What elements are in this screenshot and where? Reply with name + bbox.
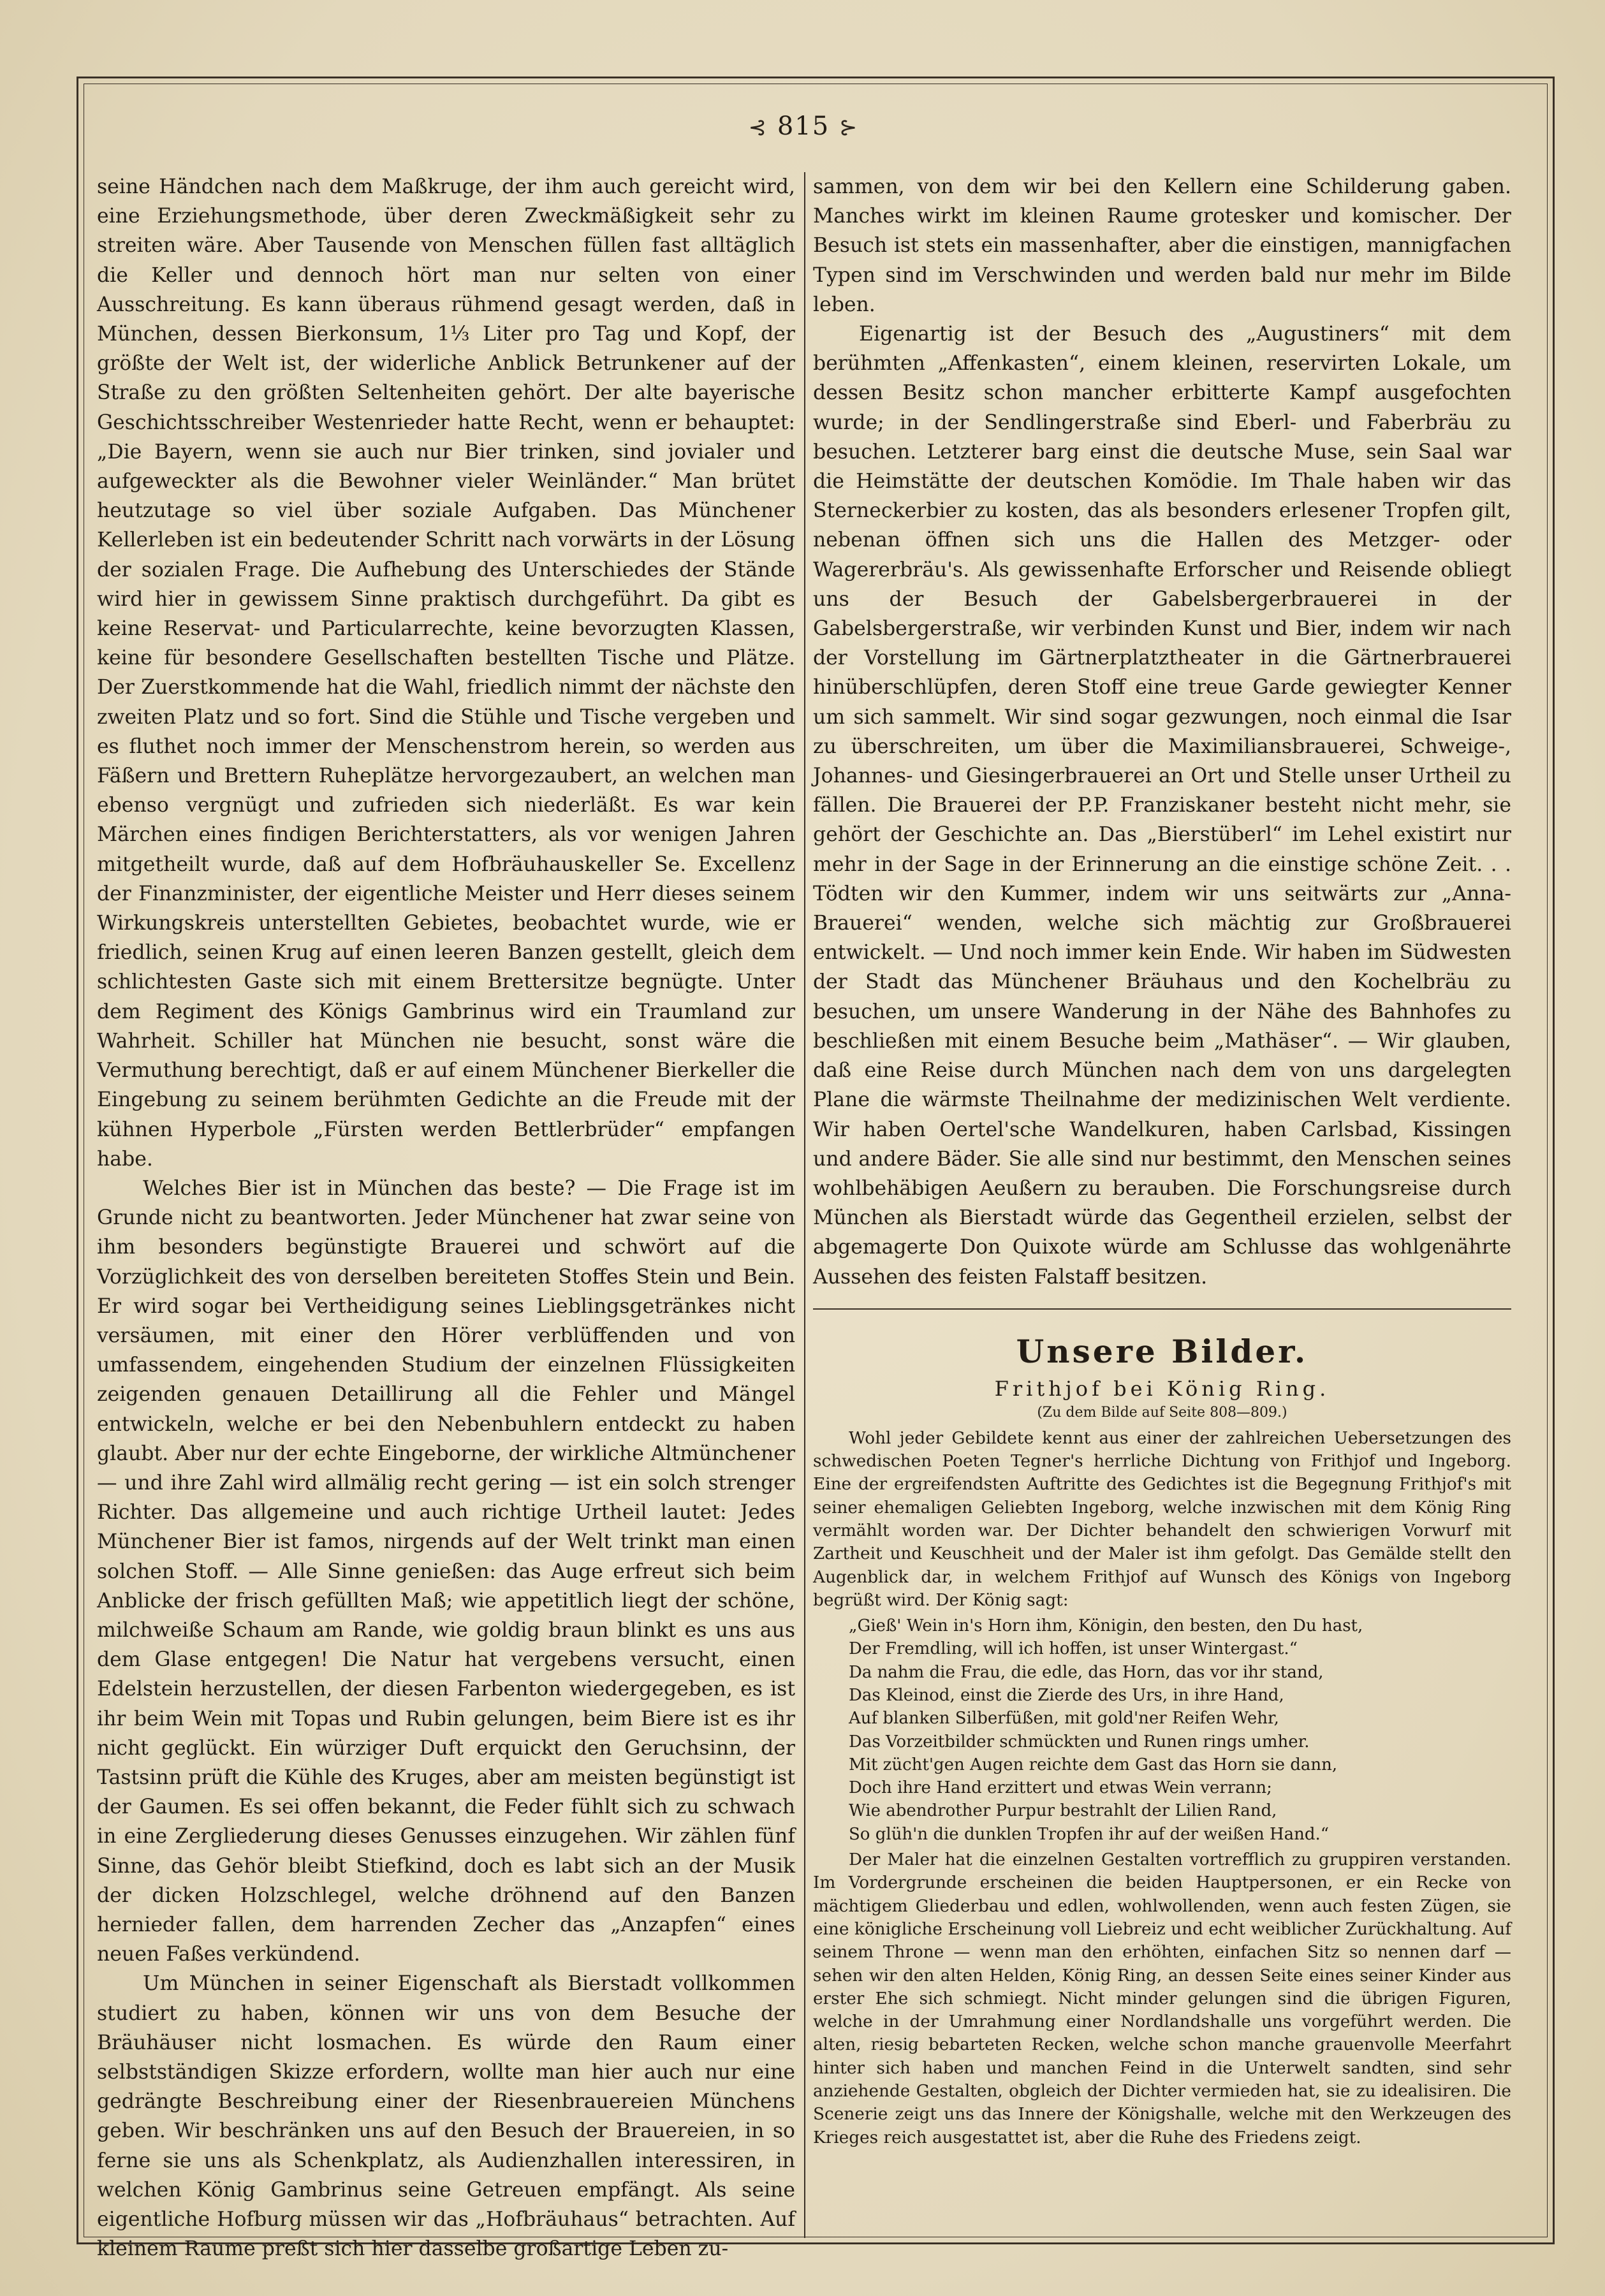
verse-line: „Gieß' Wein in's Horn ihm, Königin, den besten, den Du hast, — [849, 1616, 1363, 1636]
page-number: 815 — [777, 112, 830, 141]
section-after-paragraph: Der Maler hat die einzelnen Gestalten vortrefflich zu gruppiren verstanden. Im Vordergrunde erscheinen die beiden Hauptpersonen, er ein Recke von mächtigem Gliederbau und edlen, wohlwollenden, wenn auch festen Zügen, sie eine königliche Erscheinung voll Liebreiz und echt weiblicher Zurückhaltung. Auf seinem Throne — wenn man den erhöhten, einfachen Sitz so nennen darf — sehen wir den alten Helden, König Ring, an dessen Seite eines seiner Kinder aus erster Ehe sich schmiegt. Nicht minder gelungen sind die übrigen Figuren, welche in der Umrahmung einer Nordlandshalle uns vorgeführt werden. Die alten, riesig bebarteten Recken, welche schon manche grauenvolle Meerfahrt hinter sich haben und manchen Feind in die Unterwelt sandten, sind sehr anziehende Gestalten, obgleich der Dichter vermieden hat, sie zu idealisiren. Die Scenerie zeigt uns das Innere der Königshalle, welche mit den Werkzeugen des Krieges reich ausgestattet ist, aber die Ruhe des Friedens zeigt. — [813, 1850, 1511, 2147]
verse-line: Auf blanken Silberfüßen, mit gold'ner Reifen Wehr, — [849, 1709, 1279, 1729]
right-paragraph-1: sammen, von dem wir bei den Kellern eine Schilderung gaben. Manches wirkt im kleinen Raume grotesker und komischer. Der Besuch ist stets ein massenhafter, aber die einstigen, mannigfachen Typen sind im Verschwinden und werden bald nur mehr im Bilde leben. — [813, 175, 1511, 316]
section-body — [813, 1427, 1511, 2149]
left-ornament-icon: ⊰ — [748, 115, 768, 140]
page-number-header — [727, 112, 880, 141]
verse-line: Der Fremdling, will ich hoffen, ist unser Wintergast.“ — [849, 1639, 1298, 1659]
column-divider — [804, 172, 805, 2238]
verse-line: Da nahm die Frau, die edle, das Horn, das vor ihr stand, — [849, 1662, 1324, 1682]
section-intro: Wohl jeder Gebildete kennt aus einer der zahlreichen Uebersetzungen des schwedischen Poeten Tegner's herrliche Dichtung von Frithjof und Ingeborg. Eine der ergreifendsten Auftritte des Gedichtes ist die Begegnung Frithjof's mit seiner ehemaligen Geliebten Ingeborg, welche inzwischen mit dem König Ring vermählt worden war. Der Dichter behandelt den schwierigen Vorwurf mit Zartheit und Keuschheit und der Maler ist ihm gefolgt. Das Gemälde stellt den Augenblick dar, in welchem Frithjof auf Wunsch des Königs von Ingeborg begrüßt wird. Der König sagt: — [813, 1428, 1511, 1610]
section-note: (Zu dem Bilde auf Seite 808—809.) — [1037, 1404, 1287, 1421]
section-separator — [813, 1308, 1511, 1310]
section-subtitle: Frithjof bei König Ring. — [994, 1376, 1330, 1401]
right-column — [813, 172, 1511, 2238]
right-paragraph-2: Eigenartig ist der Besuch des „Augustiners“ mit dem berühmten „Affenkasten“, einem kleinen, reservirten Lokale, um dessen Besitz schon mancher erbitterte Kampf ausgefochten wurde; in der Sendlingerstraße sind Eberl- und Faberbräu zu besuchen. Letzterer barg einst die deutsche Muse, sein Saal war die Heimstätte der deutschen Komödie. Im Thale haben wir das Sterneckerbier zu kosten, das als besonders erlesener Tropfen gilt, nebenan öffnen sich uns die Hallen des Metzger- oder Wagererbräu's. Als gewissenhafte Erforscher und Reisende obliegt uns der Besuch der Gabelsbergerbrauerei in der Gabelsbergerstraße, wir verbinden Kunst und Bier, indem wir nach der Vorstellung im Gärtnerplatztheater in die Gärtnerbrauerei hinüberschlüpfen, deren Stoff eine treue Garde gewiegter Kenner um sich sammelt. Wir sind sogar gezwungen, noch einmal die Isar zu überschreiten, um über die Maximiliansbrauerei, Schweige-, Johannes- und Giesingerbrauerei an Ort und Stelle unser Urtheil zu fällen. Die Brauerei der P.P. Franziskaner besteht nicht mehr, sie gehört der Geschichte an. Das „Bierstüberl“ im Lehel existirt nur mehr in der Sage in der Erinnerung an die einstige schöne Zeit. . . Tödten wir den Kummer, indem wir uns seitwärts zur „Anna-Brauerei“ wenden, welche sich mächtig zur Großbrauerei entwickelt. — Und noch immer kein Ende. Wir haben im Südwesten der Stadt das Münchener Bräuhaus und den Kochelbräu zu besuchen, um unsere Wanderung in der Nähe des Bahnhofes zu beschließen mit einem Besuche beim „Mathäser“. — Wir glauben, daß eine Reise durch München nach dem von uns dargelegten Plane die wärmste Theilnahme der medizinischen Welt verdiente. Wir haben Oertel'sche Wandelkuren, haben Carlsbad, Kissingen und andere Bäder. Sie alle sind nur bestimmt, den Menschen seines wohlbehäbigen Aeußern zu berauben. Die Forschungsreise durch München als Bierstadt würde das Gegentheil erzielen, selbst der abgemagerte Don Quixote würde am Schlusse das wohlgenährte Aussehen des feisten Falstaff besitzen. — [813, 323, 1511, 1289]
left-paragraph-2: Welches Bier ist in München das beste? — Die Frage ist im Grunde nicht zu beantworten. Jeder Münchener hat zwar seine von ihm besonders begünstigte Brauerei und schwört auf die Vorzüglichkeit des von derselben bereiteten Stoffes Stein und Bein. Er wird sogar bei Vertheidigung seines Lieblingsgetränkes nicht versäumen, mit einer den Hörer verblüffenden und von umfassendem, eingehenden Studium der einzelnen Flüssigkeiten zeigenden genauen Detaillirung all die Fehler und Mängel entwickeln, welche er bei den Nebenbuhlern entdeckt zu haben glaubt. Aber nur der echte Eingeborne, der wirkliche Altmünchener — und ihre Zahl wird allmälig recht gering — ist ein solch strenger Richter. Das allgemeine und auch richtige Urtheil lautet: Jedes Münchener Bier ist famos, nirgends auf der Welt trinkt man einen solchen Stoff. — Alle Sinne genießen: das Auge erfreut sich beim Anblicke der frisch gefüllten Maß; wie appetitlich liegt der schöne, milchweiße Schaum am Rande, wie goldig braun blinkt es uns aus dem Glase entgegen! Die Natur hat vergebens versucht, einen Edelstein herzustellen, der diesen Farbenton wiedergegeben, es ist ihr beim Wein mit Topas und Rubin gelungen, beim Biere ist es ihr nicht geglückt. Ein würziger Duft erquickt den Geruchsinn, der Tastsinn prüft die Kühle des Kruges, aber am meisten begünstigt ist der Gaumen. Es sei offen bekannt, die Feder fühlt sich zu schwach in eine Zergliederung dieses Genusses einzugehen. Wir zählen fünf Sinne, das Gehör bleibt Stiefkind, doch es labt sich an der Musik der dicken Holzschlegel, welche dröhnend auf den Banzen hernieder fallen, dem harrenden Zecher das „Anzapfen“ eines neuen Faßes verkündend. — [97, 1176, 795, 1966]
verse-line: Das Kleinod, einst die Zierde des Urs, in ihre Hand, — [849, 1685, 1284, 1705]
verse-line: Wie abendrother Purpur bestrahlt der Lilien Rand, — [849, 1801, 1277, 1821]
right-ornament-icon: ⊱ — [839, 115, 859, 140]
verse-line: Das Vorzeitbilder schmückten und Runen rings umher. — [849, 1732, 1310, 1751]
left-paragraph-3: Um München in seiner Eigenschaft als Bierstadt vollkommen studiert zu haben, können wir uns von dem Besuche der Bräuhäuser nicht losmachen. Es würde den Raum einer selbstständigen Skizze erfordern, wollte man hier auch nur eine gedrängte Beschreibung einer der Riesenbrauereien Münchens geben. Wir beschränken uns auf den Besuch der Brauereien, in so ferne sie uns als Schenkplatz, als Audienzhallen interessiren, in welchen König Gambrinus seine Getreuen empfängt. Als seine eigentliche Hofburg müssen wir das „Hofbräuhaus“ betrachten. Auf kleinem Raume preßt sich hier dasselbe großartige Leben zu- — [97, 1972, 795, 2261]
verse-line: So glüh'n die dunklen Tropfen ihr auf der weißen Hand.“ — [849, 1824, 1330, 1844]
left-column — [97, 172, 795, 2261]
section-title: Unsere Bilder. — [1016, 1332, 1308, 1370]
verse-block — [813, 1614, 1511, 1846]
verse-line: Mit zücht'gen Augen reichte dem Gast das Horn sie dann, — [849, 1755, 1338, 1774]
left-paragraph-1: seine Händchen nach dem Maßkruge, der ihm auch gereicht wird, eine Erziehungsmethode, über deren Zweckmäßigkeit sehr zu streiten wäre. Aber Tausende von Menschen füllen fast alltäglich die Keller und dennoch hört man nur selten von einer Ausschreitung. Es kann überaus rühmend gesagt werden, daß in München, dessen Bierkonsum, 1⅓ Liter pro Tag und Kopf, der größte der Welt ist, der widerliche Anblick Betrunkener auf der Straße zu den größten Seltenheiten gehört. Der alte bayerische Geschichtsschreiber Westenrieder hatte Recht, wenn er behauptet: „Die Bayern, wenn sie auch nur Bier trinken, sind jovialer und aufgeweckter als die Bewohner vieler Weinländer.“ Man brütet heutzutage so viel über soziale Aufgaben. Das Münchener Kellerleben ist ein bedeutender Schritt nach vorwärts in der Lösung der sozialen Frage. Die Aufhebung des Unterschiedes der Stände wird hier in gewissem Sinne praktisch durchgeführt. Da gibt es keine Reservat- und Particularrechte, keine bevorzugten Klassen, keine für besondere Gesellschaften bestellten Tische und Plätze. Der Zuerstkommende hat die Wahl, friedlich nimmt der nächste den zweiten Platz und so fort. Sind die Stühle und Tische vergeben und es fluthet noch immer der Menschenstrom herein, so werden aus Fäßern und Brettern Ruheplätze hervorgezaubert, an welchen man ebenso vergnügt und zufrieden sich niederläßt. Es war kein Märchen eines findigen Berichterstatters, als vor wenigen Jahren mitgetheilt wurde, daß auf dem Hofbräuhauskeller Se. Excellenz der Finanzminister, der eigentliche Meister und Herr dieses seinem Wirkungskreis unterstellten Gebietes, beobachtet wurde, wie er friedlich, seinen Krug auf einen leeren Banzen gestellt, gleich dem schlichtesten Gaste sich mit einem Brettersitze begnügte. Unter dem Regiment des Königs Gambrinus wird ein Traumland zur Wahrheit. Schiller hat München nie besucht, sonst wäre die Vermuthung berechtigt, daß er auf einem Münchener Bierkeller die Eingebung zu seinem berühmten Gedichte an die Freude mit der kühnen Hyperbole „Fürsten werden Bettlerbrüder“ empfangen habe. — [97, 175, 795, 1171]
verse-line: Doch ihre Hand erzittert und etwas Wein verrann; — [849, 1778, 1272, 1798]
